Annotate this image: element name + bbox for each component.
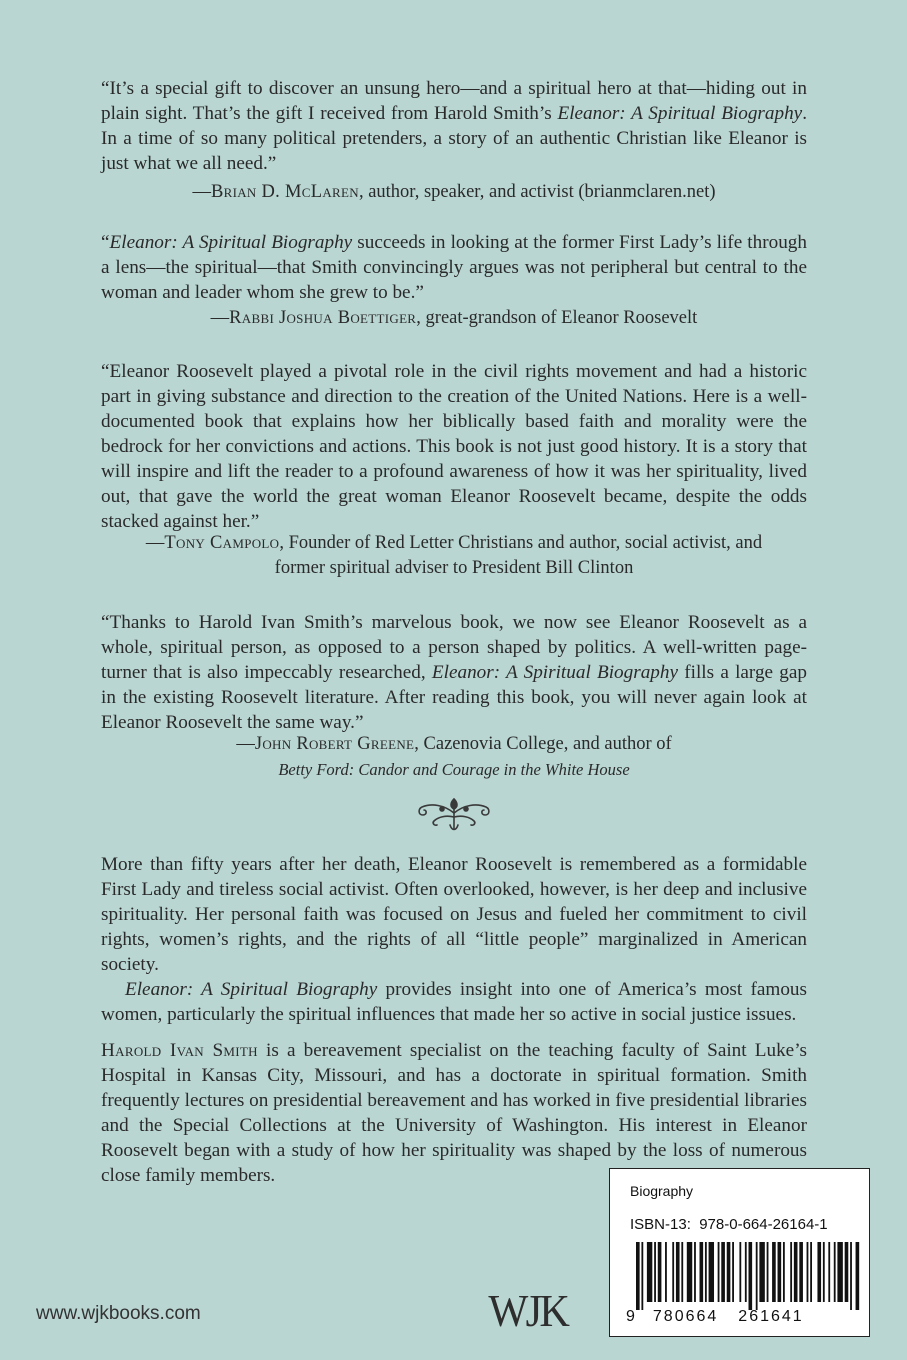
isbn-value: 978-0-664-26164-1 <box>699 1216 828 1233</box>
barcode-bar <box>721 1242 725 1302</box>
review-attribution-3 <box>101 531 807 581</box>
attribution-dash: — <box>210 308 230 328</box>
reviewer-book-title-4: Betty Ford: Candor and Courage in the White House <box>278 760 630 779</box>
barcode-digit-group-2: 261641 <box>738 1308 804 1325</box>
barcode-bar <box>783 1242 785 1302</box>
barcode-bar <box>672 1242 674 1302</box>
review-quote-1 <box>101 76 807 176</box>
barcode-bar <box>654 1242 656 1302</box>
barcode-bar <box>739 1242 741 1302</box>
barcode-bar <box>778 1242 782 1302</box>
barcode-bar <box>676 1242 680 1302</box>
reviewer-name-4: John Robert Greene <box>254 734 415 754</box>
barcode-bar <box>665 1242 667 1302</box>
barcode-bar <box>647 1242 652 1302</box>
review-attribution-4 <box>101 732 807 783</box>
review-attribution-1 <box>101 180 807 205</box>
isbn-barcode-box <box>609 1168 870 1337</box>
barcode-bar <box>850 1242 852 1310</box>
attribution-dash: — <box>145 533 165 553</box>
barcode-bar <box>823 1242 825 1302</box>
description-paragraph-2-text: provides insight into one of America’s most famous women, particularly the spiritual influences that made her so active in social justice issues. <box>101 979 807 1025</box>
barcode-bar <box>845 1242 849 1302</box>
review-quote-4-book-title: Eleanor: A Spiritual Biography <box>431 662 679 683</box>
reviewer-role-2: , great-grandson of Eleanor Roosevelt <box>416 308 698 328</box>
barcode-bar <box>756 1242 758 1310</box>
description-paragraph-2 <box>101 977 807 1027</box>
attribution-dash: — <box>192 182 211 202</box>
barcode-bar <box>700 1242 704 1302</box>
publisher-logo: WJK <box>488 1285 568 1336</box>
isbn-category: Biography <box>630 1183 694 1199</box>
barcode-bar <box>810 1242 812 1302</box>
attribution-dash: — <box>236 734 255 754</box>
review-quote-1-text-a: “It’s a special gift to discover an unsung hero—and a spiritual hero at that—hiding out in plain sight. That’s the gift I received from Harold Smith’s <box>101 78 807 124</box>
barcode-digit-lead: 9 <box>626 1308 635 1325</box>
barcode-bar <box>817 1242 821 1302</box>
barcode-bar <box>705 1242 707 1302</box>
barcode-icon <box>636 1242 861 1310</box>
barcode-bar <box>718 1242 720 1302</box>
description-paragraph-1: More than fifty years after her death, Eleanor Roosevelt is remembered as a formidable First Lady and tireless social activist. Often overlooked, however, is her deep and inclusive spirituality. Her personal faith was focused on Jesus and fueled her commitment to civil rights, women’s rights, and the rights of all “little people” marginalized in American society. <box>101 854 807 975</box>
ornament-flourish-icon <box>414 795 494 835</box>
reviewer-name-3: Tony Campolo <box>164 533 280 553</box>
barcode-bar <box>767 1242 769 1302</box>
review-quote-1-text-b: . In a time of so many political pretenders, a story of an authentic Christian like Eleanor is just what we all need.” <box>101 103 807 174</box>
reviewer-role-1: , author, speaker, and activist (brianmclaren.net) <box>358 182 716 202</box>
review-quote-2-text-b: succeeds in looking at the former First Lady’s life through a lens—the spiritual—that Smith convincingly argues was not peripheral but central to the woman and leader whom she grew to be.” <box>101 232 807 303</box>
barcode-bar <box>694 1242 696 1302</box>
reviewer-role-3-line2: former spiritual adviser to President Bill Clinton <box>274 558 634 578</box>
review-quote-1-book-title: Eleanor: A Spiritual Biography <box>557 103 803 124</box>
reviewer-role-4: , Cazenovia College, and author of <box>414 734 672 754</box>
barcode-bar <box>641 1242 643 1310</box>
review-quote-4-text-a: “Thanks to Harold Ivan Smith’s marvelous book, we now see Eleanor Roosevelt as a whole, spiritual person, as opposed to a person shaped by politics. A well-written page-turner that is also impeccably researched, <box>101 612 807 683</box>
barcode-bar <box>658 1242 662 1302</box>
barcode-bar <box>681 1242 683 1302</box>
author-bio <box>101 1038 807 1188</box>
review-attribution-2 <box>101 306 807 331</box>
barcode-bar <box>749 1242 753 1310</box>
publisher-url[interactable]: www.wjkbooks.com <box>36 1303 201 1324</box>
author-bio-text: is a bereavement specialist on the teaching faculty of Saint Luke’s Hospital in Kansas City, Missouri, and has a doctorate in spiritual formation. Smith frequently lectures on presidential bereavement and has worked in five presidential libraries and the Special Collections at the University of Washington. His interest in Eleanor Roosevelt began with a study of how her spirituality was shaped by the loss of numerous close family members. <box>101 1040 807 1186</box>
barcode-bar <box>727 1242 731 1302</box>
review-quote-2 <box>101 230 807 305</box>
barcode-bar <box>834 1242 836 1302</box>
description-book-title: Eleanor: A Spiritual Biography <box>125 979 378 1000</box>
isbn-number <box>630 1216 828 1233</box>
barcode-digits <box>626 1308 861 1326</box>
book-description <box>101 852 807 1027</box>
reviewer-role-3: , Founder of Red Letter Christians and author, social activist, and <box>279 533 763 553</box>
reviewer-name-2: Rabbi Joshua Boettiger <box>229 308 417 328</box>
barcode-bar <box>709 1242 714 1302</box>
review-quote-4 <box>101 610 807 735</box>
author-name: Harold Ivan Smith <box>101 1040 258 1061</box>
barcode-bar <box>745 1242 747 1302</box>
barcode-bar <box>856 1242 860 1310</box>
barcode-bar <box>794 1242 798 1302</box>
isbn-label: ISBN-13: <box>630 1216 691 1233</box>
barcode-bar <box>807 1242 809 1302</box>
reviewer-name-1: Brian D. McLaren <box>210 182 359 202</box>
barcode-bar <box>687 1242 692 1302</box>
barcode-digit-group-1: 780664 <box>652 1308 719 1325</box>
barcode-bar <box>790 1242 792 1302</box>
barcode-bar <box>799 1242 803 1302</box>
review-quote-3: “Eleanor Roosevelt played a pivotal role in the civil rights movement and had a historic part in giving substance and direction to the creation of the United Nations. Here is a well-documented book that explains how her biblically based faith and morality were the bedrock for her convictions and actions. This book is not just good history. It is a story that will inspire and lift the reader to a profound awareness of how it was her spirituality, lived out, that gave the world the great woman Eleanor Roosevelt became, despite the odds stacked against her.” <box>101 361 807 532</box>
barcode-bar <box>759 1242 764 1302</box>
review-quote-4-text-b: fills a large gap in the existing Roosevelt literature. After reading this book, you will never again look at Eleanor Roosevelt the same way.” <box>101 662 807 733</box>
barcode-bar <box>837 1242 842 1302</box>
barcode-bar <box>772 1242 776 1302</box>
barcode-bar <box>828 1242 830 1302</box>
barcode-bar <box>732 1242 734 1302</box>
review-quote-2-text-a: “ <box>101 232 110 253</box>
review-quote-2-book-title: Eleanor: A Spiritual Biography <box>109 232 353 253</box>
barcode-bar <box>636 1242 640 1310</box>
